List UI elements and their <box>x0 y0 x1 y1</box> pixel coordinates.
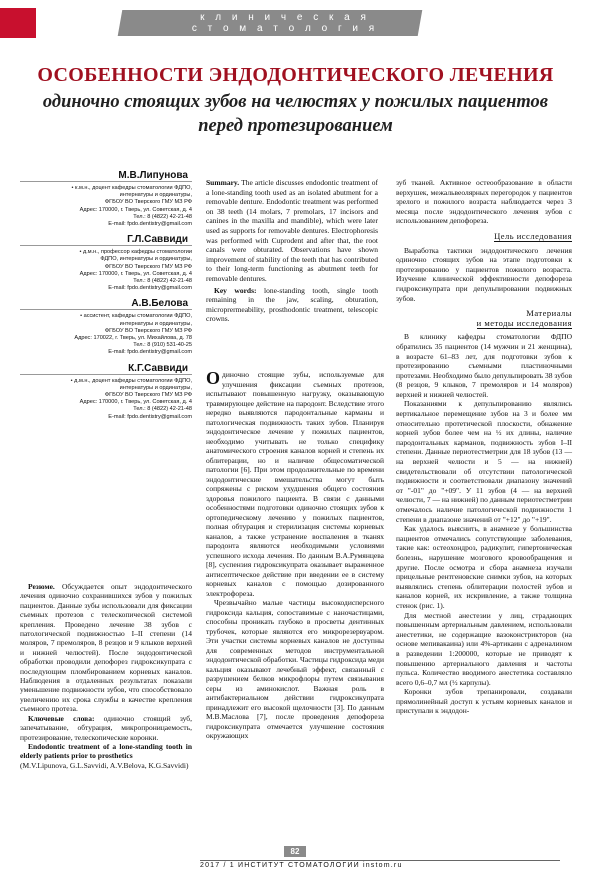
footer-rule <box>200 860 560 861</box>
affiliation-line: ФГБОУ ВО Тверского ГМУ МЗ РФ <box>104 199 192 206</box>
keywords-label: Key words: <box>214 285 257 295</box>
affiliation-line: ФГБОУ ВО Тверского ГМУ МЗ РФ <box>104 263 192 270</box>
affiliation-line: E-mail: fpdo.dentistry@gmail.com <box>108 221 192 228</box>
article-title: ОСОБЕННОСТИ ЭНДОДОНТИЧЕСКОГО ЛЕЧЕНИЯ <box>37 64 554 86</box>
body-paragraph: диночно стоящие зубы, используемые для улучшения фиксации съемных протезов, испытывают повышенную нагрузку, оказывающую травмирующее действие на пародонт. Вследствие этого нередко выявляются пародонтальные карманы и патологическая подвижность таких зубов. Планируя эндодонтическое лечение у пожилых пациентов, необходимо учитывать не только специфику анатомического строения каналов корней и степень их облитерации, но и наличие общесоматической патологии [6]. При этом продолжительные по времени эндодонтические вмешательства могут быть сопряжены с риском ухудшения общего состояния здоровья пожилого пациента. В связи с данными особенностями подготовки одиночно стоящих зубов к ортопедическому лечению у пожилых пациентов, полная обтурация и стерилизация системы корневых каналов, а также устранение воспаления в тканях пародонта являются необходимыми условиями успешного исхода лечения. По данным В.А.Румянцева [8], суспензия гидроксикупрата оказывает выраженное антисептическое действие при введении ее в систему корневых каналов с помощью дозированного электрофореза. <box>206 370 384 598</box>
affiliation-line: Тел.: 8 (4822) 42-21-48 <box>133 213 192 220</box>
journal-section-label <box>150 12 420 34</box>
body-paragraph: Выработка тактики эндодонтического лечения одиночно стоящих зубов на этапе подготовки к протезированию у пациентов пожилого возраста. Изучение клинической эффективности депофореза гидроксикупрата при депульпировании подвижных зубов. <box>396 245 572 303</box>
keywords-text: lone-standing tooth, single tooth remaining in the jaw, scaling, obturation, microprermeability, prosthodontic treatment, telescopic crowns. <box>206 285 379 324</box>
body-column-right <box>396 178 572 716</box>
author-entry <box>20 298 192 356</box>
english-authors-citation: (M.V.Lipunova, G.L.Savvidi, A.V.Belova, K.G.Savvidi) <box>20 760 189 770</box>
resume-label: Резюме. <box>28 582 55 591</box>
affiliation-line: E-mail: fpdo.dentistry@gmail.com <box>108 413 192 420</box>
section-heading-goal: Цель исследования <box>494 230 572 241</box>
resume-keywords-label: Ключевые слова: <box>28 713 95 723</box>
article-subtitle: одиночно стоящих зубов на челюстях у пожилых пациентов перед протезированием <box>42 92 549 136</box>
affiliation-line: • д.м.н., доцент кафедры стоматологии ФДПО, <box>70 377 192 384</box>
summary-label: Summary. <box>206 178 240 187</box>
affiliation-line: Тел.: 8 (4822) 42-21-48 <box>133 278 192 285</box>
body-paragraph: Для местной анестезии у лиц, страдающих повышенным артериальным давлением, использовали анестетики, не содержащие вазоконстрикторов (на основе мепивакаина) или 4%-артикаин с адреналином в разведении 1:200000, которые не приводят к повышению артериального давления и частоты пульса. Количество вводимого анестетика составляло всего 0,6–0,7 мл (½ карпулы). <box>396 610 572 687</box>
authors-block <box>20 170 192 427</box>
section-heading-methods: Материалы и методы исследования <box>476 308 572 328</box>
affiliation-line: • к.м.н., доцент кафедры стоматологии ФДПО, <box>71 185 192 191</box>
affiliation-line: Адрес: 170022, г. Тверь, ул. Михайлова, д. 78 <box>74 335 192 342</box>
affiliation-line: • д.м.н., профессор кафедры стоматологии <box>79 249 192 256</box>
author-name: М.В.Липунова <box>20 170 192 182</box>
affiliation-line: ФГБОУ ВО Тверского ГМУ МЗ РФ <box>104 327 192 334</box>
english-summary <box>206 178 378 324</box>
author-entry <box>20 234 192 292</box>
body-paragraph: Чрезвычайно малые частицы высокодисперсного гидроксида кальция, сопоставимые с наночастицами, способны проникать глубоко в просветы дентинных трубочек, которые являются его микрорезервуаром. Эти участки системы корневых каналов не доступны для современных методов инструментальной эндодонтической обработки. Частицы гидроксида меди кальция оказывают лечебный эффект, связанный с разрушением белков микрофлоры путем связывания серы из аминокислот. Важная роль в антибактериальном действии гидроксикупрата принадлежит его высокой щелочности [3]. По данным М.В.Маслова [7], после проведения депофореза гидроксикупрата отмечается улучшение состояния окружающих <box>206 598 384 740</box>
affiliation-line: интернатуры и ординатуры, <box>119 192 192 199</box>
english-title-citation: Endodontic treatment of a lone-standing tooth in elderly patients prior to prosthetics <box>20 741 192 761</box>
affiliation-line: интернатуры и ординатуры, <box>119 320 192 327</box>
author-affiliation <box>20 185 192 228</box>
affiliation-line: E-mail: fpdo.dentistry@gmail.com <box>108 285 192 292</box>
russian-resume <box>20 582 192 770</box>
drop-cap: О <box>206 368 221 388</box>
affiliation-line: Адрес: 170000, г. Тверь, ул. Советская, д. 4 <box>79 399 192 406</box>
body-paragraph: В клинику кафедры стоматологии ФДПО обратились 35 пациентов (14 мужчин и 21 женщина), в возрасте 61–83 лет, для подготовки зубов к протезированию съемными пластиночными протезами. Необходимо было депульпировать 38 зубов (8 резцов, 9 клыков, 7 премоляров и 14 моляров) верхней и нижней челюстей. <box>396 332 572 399</box>
footer-text: 2017 / 1 ИНСТИТУТ СТОМАТОЛОГИИ instom.ru <box>200 862 403 869</box>
header-red-block <box>0 8 36 38</box>
author-affiliation <box>20 378 192 421</box>
section-line-2: с т о м а т о л о г и я <box>191 23 379 34</box>
page-number: 82 <box>284 846 306 857</box>
resume-text: Обсуждается опыт эндодонтического лечения одиночно сохранившихся зубов у пожилых пациентов. Данные зубы использовали для фиксации съемных протезов с телескопической системой крепления. Проведено лечение 38 зубов с патологической подвижностью I–II степени (14 моляров, 7 премоляров, 8 резцов и 9 клыков верхней и нижней челюстей). После эндодонтической обработки проводили депофорез гидроксикупрата с последующим пломбированием корневых каналов. Наблюдения в отдаленных результатах показали уменьшение подвижности зубов, что способствовало увеличению их срока службы в качестве крепления съемного протеза. <box>20 582 192 714</box>
section-line-1: к л и н и ч е с к а я <box>200 12 370 23</box>
affiliation-line: • ассистент, кафедры стоматологии ФДПО, <box>80 313 192 320</box>
author-name: К.Г.Саввиди <box>20 363 192 375</box>
affiliation-line: Адрес: 170000, г. Тверь, ул. Советская, д. 4 <box>79 270 192 277</box>
affiliation-line: Адрес: 170000, г. Тверь, ул. Советская, д. 4 <box>79 206 192 213</box>
author-entry <box>20 170 192 228</box>
journal-header <box>0 0 591 40</box>
affiliation-line: ФДПО, интернатуры и ординатуры, <box>100 256 192 263</box>
body-paragraph: Коронки зубов трепанировали, создавали прямолинейный доступ к устьям корневых каналов и приступали к эндодон- <box>396 687 572 716</box>
author-affiliation <box>20 249 192 292</box>
author-affiliation <box>20 313 192 356</box>
affiliation-line: Тел.: 8 (910) 531-40-25 <box>133 342 192 349</box>
affiliation-line: интернатуры и ординатуры, <box>119 384 192 391</box>
author-entry <box>20 363 192 421</box>
affiliation-line: ФГБОУ ВО Тверского ГМУ МЗ РФ <box>104 392 192 399</box>
resume-keywords-text: одиночно стоящий зуб, запечатывание, обтурация, микропроницаемость, протезирование, телескопические коронки. <box>20 713 192 742</box>
summary-text: The article discusses endodontic treatment of a lone-standing tooth used as an isolated abutment for a removable denture. Endodontic treatment was performed on 38 teeth (14 molars, 7 premolars, 17 incisors and canines in the maxilla and mandible), which were later used as supports for removable dentures. Electrophoresis was performed with Cuprodent and after that, the root canals were obturated. Observations have shown improvement of stability of the teeth that has contributed to their long-term functioning as abutment teeth for removable dentures. <box>206 178 378 283</box>
body-paragraph: зуб тканей. Активное остеообразование в области верхушек, межальвеолярных перегородок у пациентов зрелого и пожилого возраста наблюдается через 3 месяца после эндодонтического лечения зубов с использованием депофореза. <box>396 178 572 226</box>
affiliation-line: E-mail: fpdo.dentistry@gmail.com <box>108 349 192 356</box>
body-paragraph: Показаниями к депульпированию являлись вертикальное перемещение зубов на 3 и более мм относительно протетической плоскости, обнажение корней зубов более чем на ½ их длины, наличие пародонтальных карманов, подвижность зубов I–II степени. Данные периотестметрии для 18 зубов (13 — на верхней челюсти и 5 — на нижней) свидетельствовали об отсутствии патологической подвижности и соответствовали диапазону значений от "-01" до "+09". У 11 зубов (4 — на верхней челюсти, 7 — на нижней) по данным периотестметрии отмечалось наличие патологической подвижности 1 степени в диапазоне значений от "+12" до "+19". <box>396 399 572 524</box>
author-name: Г.Л.Саввиди <box>20 234 192 246</box>
affiliation-line: Тел.: 8 (4822) 42-21-48 <box>133 406 192 413</box>
author-name: А.В.Белова <box>20 298 192 310</box>
body-paragraph: Как удалось выяснить, в анамнезе у большинства пациентов отмечались сопутствующие заболевания, такие как: остеохондроз, радикулит, гипертоническая болезнь, нарушение мозгового кровообращения и другие. После осмотра и сбора анамнеза изучали прицельные рентгеновские снимки зубов, на которых выявлялись степень облитерации полостей зубов и каналов корней, их искривление, а также толщина стенок (рис. 1). <box>396 524 572 610</box>
body-column-middle <box>206 370 384 741</box>
